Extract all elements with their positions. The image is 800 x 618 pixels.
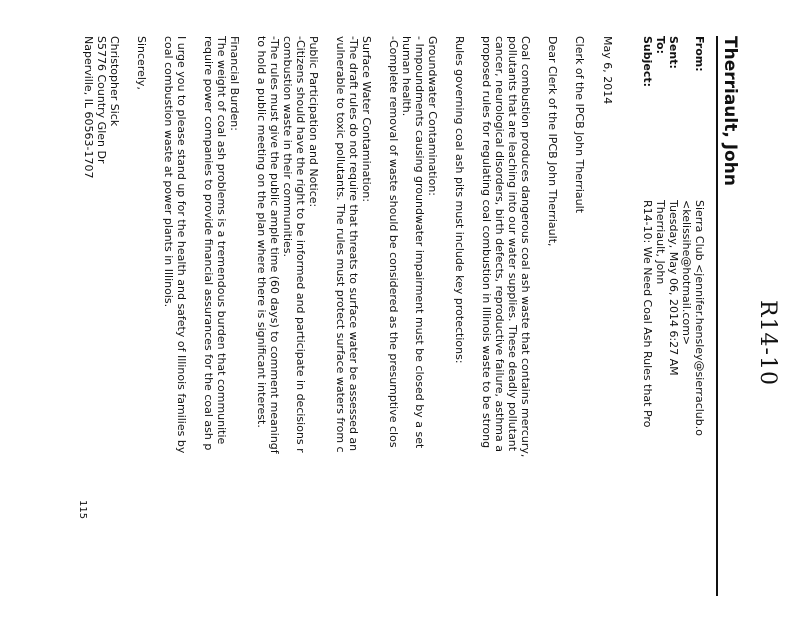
intro-line: pollutants that are leaching into our water supplies. These deadly pollutant xyxy=(506,36,519,452)
docket-stamp: R14-10 xyxy=(755,300,780,386)
section-heading: Surface Water Contamination: xyxy=(360,36,373,203)
section-heading: Public Participation and Notice: xyxy=(307,36,320,208)
subject-label: Subject: xyxy=(641,36,654,88)
closing-line: I urge you to please stand up for the health and safety of Illinois families by xyxy=(175,36,188,454)
section-line: -The rules must give the public ample time (60 days) to comment meaningf xyxy=(268,36,281,454)
to-label: To: xyxy=(654,36,667,54)
signature-address: S5776 Country Glen Dr xyxy=(95,36,108,164)
section-line: -Complete removal of waste should be considered as the presumptive clos xyxy=(387,36,400,448)
signature-city: Naperville, IL 60563-1707 xyxy=(82,36,95,179)
subject-value: R14-10: We Need Coal Ash Rules that Pro xyxy=(641,200,654,428)
section-heading: Financial Burden: xyxy=(228,36,241,131)
closing-line: coal combustion waste at power plants in Illinois. xyxy=(162,36,175,308)
intro-line: Coal combustion produces dangerous coal ash waste that contains mercury, xyxy=(519,36,532,458)
from-value: Sierra Club <jennifer.hensley@sierraclub.o xyxy=(693,200,706,436)
section-line: require power companies to provide financial assurances for the coal ash p xyxy=(202,36,215,451)
sent-label: Sent: xyxy=(667,36,680,69)
section-line: The weight of coal ash problems is a tremendous burden that communitie xyxy=(215,36,228,445)
from-value-2: <kelissihe@hotmail.com> xyxy=(680,200,693,346)
rules-intro: Rules governing coal ash pits must include key protections: xyxy=(453,36,466,364)
recipient-heading: Therriault, John xyxy=(720,36,740,186)
sent-value: Tuesday, May 06, 2014 6:27 AM xyxy=(667,200,680,376)
letter-salutation: Dear Clerk of the IPCB John Therriault, xyxy=(546,36,559,247)
signoff: Sincerely, xyxy=(135,36,148,90)
section-line: to hold a public meeting on the plan where there is significant interest. xyxy=(255,36,268,428)
page-number: 115 xyxy=(77,500,88,520)
section-heading: Groundwater Contamination: xyxy=(426,36,439,196)
heading-rule xyxy=(716,36,718,596)
signature-name: Christopher Sick xyxy=(108,36,121,127)
letter-date: May 6, 2014 xyxy=(601,36,614,105)
section-line: -The draft rules do not require that threats to surface water be assessed an xyxy=(347,36,360,452)
from-label: From: xyxy=(693,36,706,72)
section-line: vulnerable to toxic pollutants. The rules must protect surface waters from c xyxy=(334,36,347,453)
letter-addressee: Clerk of the IPCB John Therriault xyxy=(573,36,586,214)
section-line: -Citizens should have the right to be informed and participate in decisions r xyxy=(294,36,307,453)
intro-line: cancer, neurological disorders, birth defects, reproductive failure, asthma a xyxy=(493,36,506,452)
to-value: Therriault, John xyxy=(654,200,667,285)
section-line: human health. xyxy=(400,36,413,117)
section-line: combustion waste in their communities. xyxy=(281,36,294,258)
section-line: - Impoundments causing groundwater impairment must be closed by a set xyxy=(413,36,426,449)
intro-line: proposed rules for regulating coal combustion in Illinois waste to be strong xyxy=(480,36,493,449)
